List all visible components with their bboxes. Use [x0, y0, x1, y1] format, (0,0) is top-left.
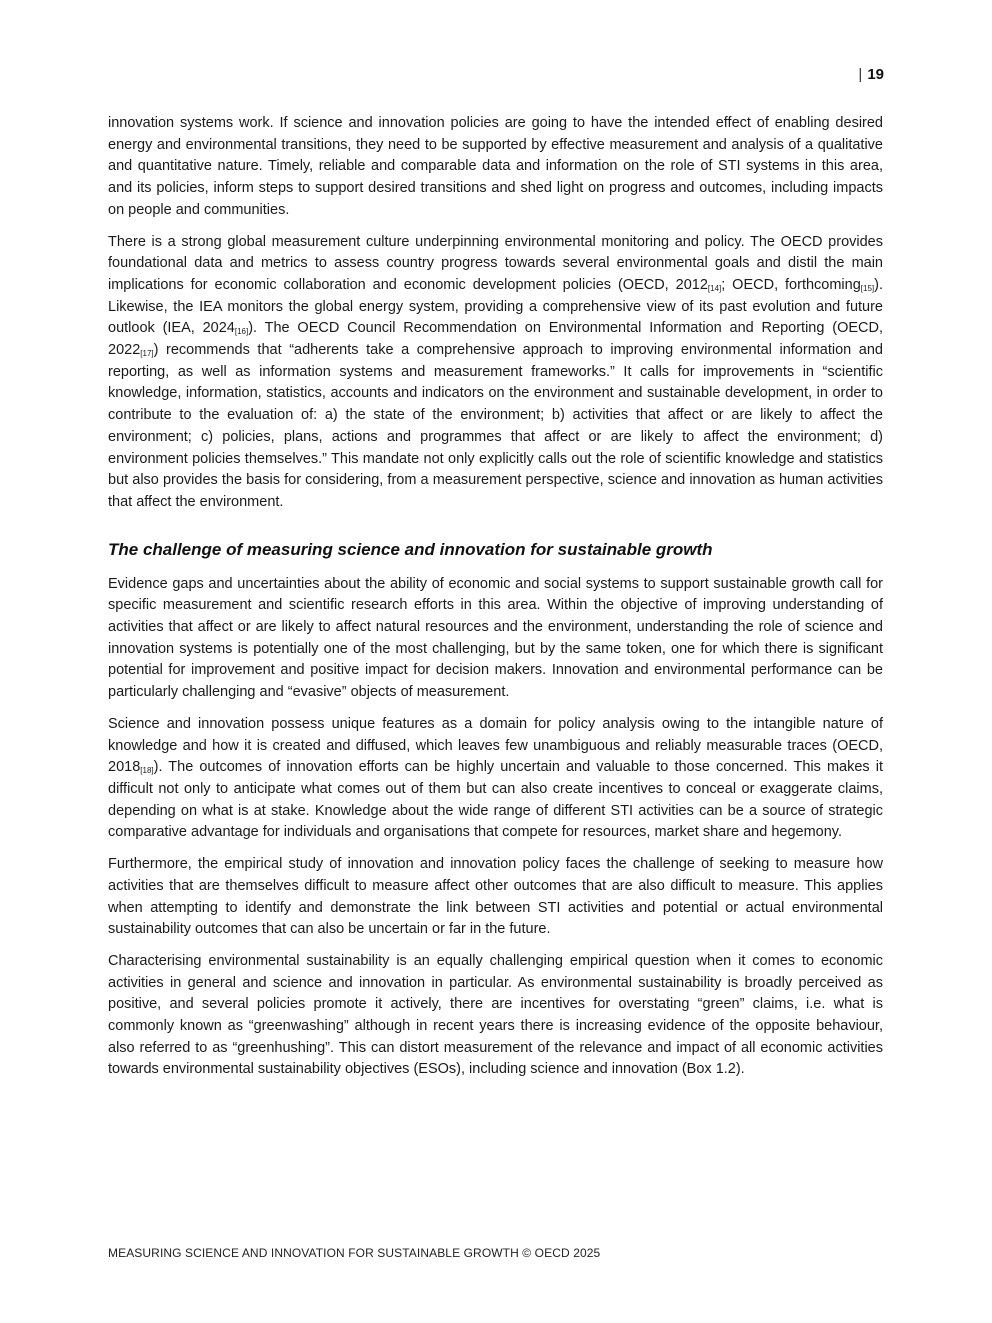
paragraph-2-text-2: ; OECD, forthcoming	[721, 276, 861, 293]
citation-ref-16: [16]	[234, 327, 249, 337]
citation-ref-15: [15]	[860, 283, 875, 293]
paragraph-2-text-1: There is a strong global measurement culture underpinning environmental monitoring and policy. The OECD provides foundational data and metrics to assess country progress towards several environmental goals and distil the main implications for economic collaboration and economic development policies (OECD, 2012	[108, 233, 883, 293]
paragraph-2-text-5: ) recommends that “adherents take a comprehensive approach to improving environmental information and reporting, as well as information systems and measurement frameworks.” It calls for improvements in “scientific knowledge, information, statistics, accounts and indicators on the environment and sustainable development, in order to contribute to the evaluation of: a) the state of the environment; b) activities that affect or are likely to affect the environment; c) policies, plans, actions and programmes that affect or are likely to affect the environment; d) environment policies themselves.” This mandate not only explicitly calls out the role of scientific knowledge and statistics but also provides the basis for considering, from a measurement perspective, science and innovation as human activities that affect the environment.	[108, 342, 883, 510]
paragraph-5: Furthermore, the empirical study of innovation and innovation policy faces the challenge of seeking to measure how activities that are themselves difficult to measure affect other outcomes that are also difficult to measure. This applies when attempting to identify and demonstrate the link between STI activities and potential or actual environmental sustainability outcomes that can also be uncertain or far in the future.	[108, 856, 883, 938]
paragraph-1: innovation systems work. If science and innovation policies are going to have the intended effect of enabling desired energy and environmental transitions, they need to be supported by effective measurement and analysis of a qualitative and quantitative nature. Timely, reliable and comparable data and information on the role of STI systems in this area, and its policies, inform steps to support desired transitions and shed light on progress and outcomes, including impacts on people and communities.	[108, 115, 883, 218]
paragraph-4-text-2: ). The outcomes of innovation efforts can be highly uncertain and valuable to those concerned. This makes it difficult not only to anticipate what comes out of them but can also create incentives to conceal or exaggerate claims, depending on what is at stake. Knowledge about the wide range of different STI activities can be a source of strategic comparative advantage for individuals and organisations that compete for resources, market share and hegemony.	[108, 759, 883, 841]
page-footer: MEASURING SCIENCE AND INNOVATION FOR SUSTAINABLE GROWTH © OECD 2025	[108, 1246, 601, 1260]
header-separator: |	[858, 66, 863, 83]
paragraph-2-text-3: ). Likewise, the IEA monitors the global energy system, providing a comprehensive view of its past evolution and future outlook (IEA, 2024	[108, 276, 883, 337]
section-heading: The challenge of measuring science and innovation for sustainable growth	[108, 539, 713, 559]
citation-ref-14: [14]	[707, 283, 722, 293]
paragraph-6: Characterising environmental sustainability is an equally challenging empirical question when it comes to economic activities in general and science and innovation in particular. As environmental sustainability is broadly perceived as positive, and several policies promote it actively, there are incentives for overstating “green” claims, i.e. what is commonly known as “greenwashing” although in recent years there is increasing evidence of the opposite behaviour, also referred to as “greenhushing”. This can distort measurement of the relevance and impact of all economic activities towards environmental sustainability objectives (ESOs), including science and innovation (Box 1.2).	[108, 952, 883, 1078]
page-number	[858, 66, 884, 83]
citation-ref-17: [17]	[140, 349, 154, 359]
paragraph-3: Evidence gaps and uncertainties about the ability of economic and social systems to support sustainable growth call for specific measurement and scientific research efforts in this area. Within the objective of improving understanding of activities that affect or are likely to affect natural resources and the environment, understanding the role of science and innovation systems is potentially one of the most challenging, but by the same token, one for which there is significant potential for improvement and positive impact for decision makers. Innovation and environmental performance can be particularly challenging and “evasive” objects of measurement.	[108, 575, 883, 701]
paragraph-4-text-1: Science and innovation possess unique features as a domain for policy analysis owing to the intangible nature of knowledge and how it is created and diffused, which leaves few unambiguous and reliably measurable traces (OECD, 2018	[108, 715, 883, 776]
paragraph-4	[108, 714, 883, 844]
main-content	[108, 113, 883, 1091]
citation-ref-18: [18]	[140, 766, 154, 776]
paragraph-2	[108, 232, 883, 514]
paragraph-2-text-4: ). The OECD Council Recommendation on Environmental Information and Reporting (OECD, 2022	[108, 320, 883, 359]
page-number-value: 19	[867, 66, 884, 83]
